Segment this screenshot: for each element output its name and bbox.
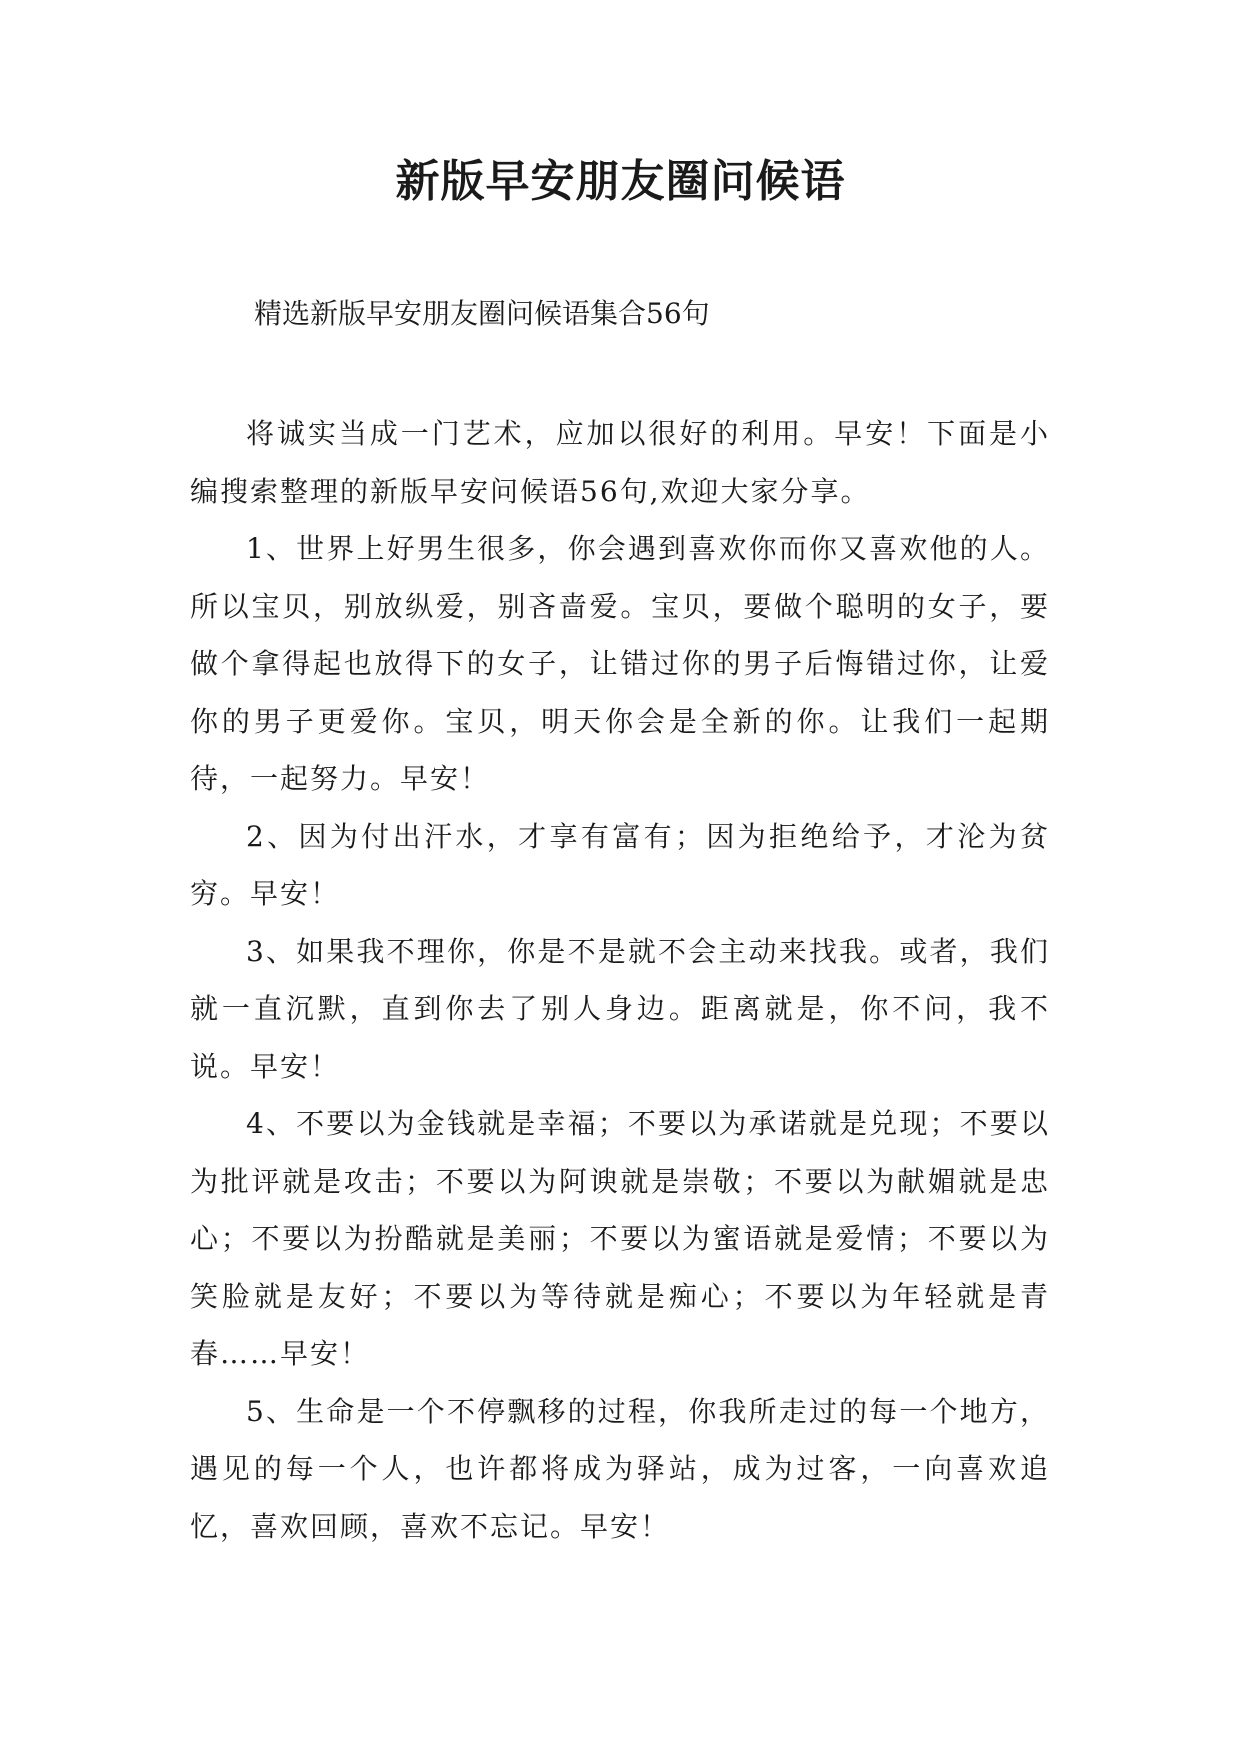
greeting-paragraph-4: 4、不要以为金钱就是幸福；不要以为承诺就是兑现；不要以为批评就是攻击；不要以为阿谀就是崇敬；不要以为献媚就是忠心；不要以为扮酷就是美丽；不要以为蜜语就是爱情；不要以为笑脸就是友好；不要以为等待就是痴心；不要以为年轻就是青春……早安！: [190, 1107, 1050, 1370]
document-title: 新版早安朋友圈问候语: [395, 156, 846, 207]
greeting-paragraph-3: 3、如果我不理你，你是不是就不会主动来找我。或者，我们就一直沉默，直到你去了别人身边。距离就是，你不问，我不说。早安！: [190, 934, 1050, 1083]
intro-paragraph: 将诚实当成一门艺术，应加以很好的利用。早安！下面是小编搜索整理的新版早安问候语56句,欢迎大家分享。: [190, 417, 1050, 508]
greeting-paragraph-1: 1、世界上好男生很多，你会遇到喜欢你而你又喜欢他的人。所以宝贝，别放纵爱，别吝啬爱。宝贝，要做个聪明的女子，要做个拿得起也放得下的女子，让错过你的男子后悔错过你，让爱你的男子更爱你。宝贝，明天你会是全新的你。让我们一起期待，一起努力。早安！: [190, 532, 1050, 795]
greeting-paragraph-5: 5、生命是一个不停飘移的过程，你我所走过的每一个地方，遇见的每一个人，也许都将成为驿站，成为过客，一向喜欢追忆，喜欢回顾，喜欢不忘记。早安！: [190, 1394, 1050, 1543]
document-subtitle: 精选新版早安朋友圈问候语集合56句: [254, 297, 710, 330]
document-body: [190, 405, 1050, 1555]
greeting-paragraph-2: 2、因为付出汗水，才享有富有；因为拒绝给予，才沦为贫穷。早安！: [190, 819, 1050, 910]
